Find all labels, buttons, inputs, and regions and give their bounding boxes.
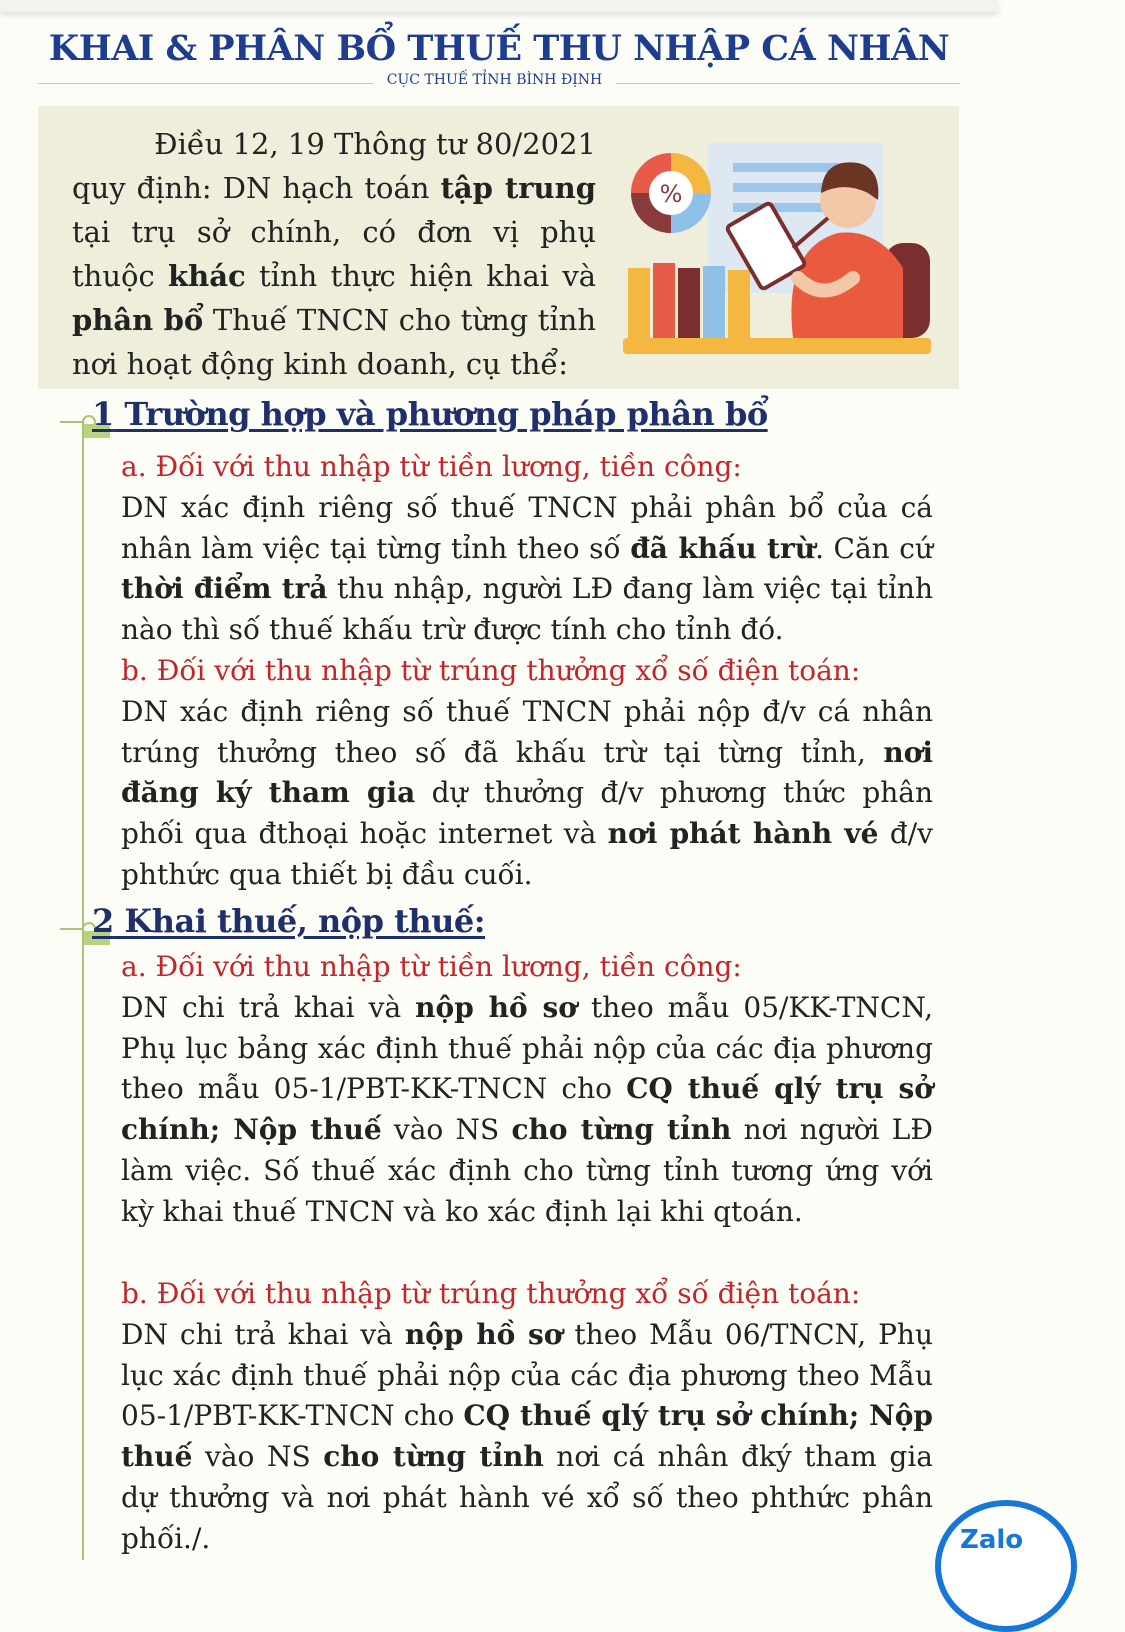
subtitle-row [38, 72, 960, 94]
section2-number: 2 [92, 902, 114, 940]
para-bold: đã khấu trừ [630, 531, 816, 565]
para-text: nơi người LĐ làm việc. Số thuế xác định cho từng tỉnh tương ứng với kỳ khai thuế TNCN và ko xác định lại khi qtoán. [121, 1113, 933, 1228]
section1-b-label: b. Đối với thu nhập từ trúng thưởng xổ số điện toán: [121, 654, 861, 687]
section2-b [121, 1274, 933, 1560]
para-text: DN chi trả khai và [121, 990, 416, 1024]
percent-icon: % [659, 180, 683, 208]
section1-a [121, 447, 933, 651]
section2-heading [92, 902, 485, 940]
para-text: DN xác định riêng số thuế TNCN phải nộp đ/v cá nhân trúng thưởng theo số đã khấu trừ tại từng tỉnh, [121, 694, 933, 769]
top-bar [0, 0, 998, 12]
section1-number: 1 [92, 395, 114, 433]
intro-bold-part: phân bổ [72, 303, 204, 337]
shelf [623, 338, 931, 354]
para-text: DN xác định riêng số thuế TNCN phải phân bổ của cá nhân làm việc tại từng tỉnh theo số [121, 490, 933, 565]
page-subtitle: CỤC THUẾ TỈNH BÌNH ĐỊNH [386, 72, 603, 88]
page-title: KHAI & PHÂN BỔ THUẾ THU NHẬP CÁ NHÂN [48, 28, 950, 69]
divider-left [38, 83, 373, 84]
para-text: vào NS [192, 1440, 324, 1474]
para-bold: nơi phát hành vé [607, 817, 879, 851]
para-bold: nơi đăng ký tham gia [121, 735, 933, 810]
para-text: đ/v phthức qua thiết bị đầu cuối. [121, 817, 934, 891]
section1-heading [92, 395, 768, 433]
para-text: DN chi trả khai và [121, 1317, 405, 1351]
content-area [0, 390, 1125, 1554]
binder [678, 268, 700, 338]
para-text: dự thưởng đ/v phương thức phân phối qua đthoại hoặc internet và [121, 776, 933, 851]
intro-text-part: quy định: DN hạch toán [72, 171, 441, 205]
intro-text-part: tại trụ sở chính, có đơn vị phụ thuộc [72, 215, 596, 293]
para-bold: CQ thuế qlý trụ sở chính; Nộp thuế [121, 1399, 933, 1474]
intro-bold-part: tập trung [440, 171, 596, 205]
intro-text-part: tỉnh thực hiện khai và [245, 259, 596, 293]
intro-line1: Điều 12, 19 Thông tư 80/2021 [154, 127, 596, 161]
intro-text [72, 122, 596, 386]
divider-right [616, 83, 960, 84]
para-bold: nộp hồ sơ [415, 990, 577, 1024]
para-bold: CQ thuế qlý trụ sở chính; Nộp thuế [121, 1072, 933, 1147]
para-bold: cho từng tỉnh [323, 1440, 544, 1474]
section2-a-label: a. Đối với thu nhập từ tiền lương, tiền công: [121, 950, 742, 983]
binder [703, 266, 725, 338]
para-text: vào NS [381, 1113, 512, 1147]
para-text: nơi cá nhân đký tham gia dự thưởng và nơi phát hành vé xổ số theo phthức phân phối./. [121, 1440, 933, 1555]
para-bold: thời điểm trả [121, 572, 328, 606]
section2-b-label: b. Đối với thu nhập từ trúng thưởng xổ số điện toán: [121, 1277, 861, 1310]
binder [653, 263, 675, 338]
binder [628, 268, 650, 338]
intro-bold-part: khác [168, 259, 246, 293]
section1-a-label: a. Đối với thu nhập từ tiền lương, tiền công: [121, 450, 742, 483]
para-text: theo mẫu 05/KK-TNCN, Phụ lục bảng xác định thuế phải nộp của các địa phương theo mẫu 05-1/PBT-KK-TNCN cho [121, 990, 933, 1106]
zalo-label[interactable]: Zalo [960, 1525, 1024, 1555]
section1-b [121, 651, 933, 896]
section2-title: Khai thuế, nộp thuế: [113, 902, 486, 940]
para-bold: cho từng tỉnh [511, 1113, 732, 1147]
timeline-line [82, 420, 84, 1560]
para-bold: nộp hồ sơ [404, 1317, 563, 1351]
intro-box [38, 106, 959, 389]
para-text: thu nhập, người LĐ đang làm việc tại tỉnh nào thì số thuế khấu trừ được tính cho tỉnh đó. [121, 572, 933, 647]
section2-a [121, 947, 933, 1233]
binder [728, 270, 750, 338]
section1-title: Trường hợp và phương pháp phân bổ [113, 395, 768, 433]
para-text: . Căn cứ [815, 531, 933, 565]
zalo-badge[interactable] [935, 1500, 1077, 1632]
accountant-illustration [623, 138, 943, 368]
para-text: theo Mẫu 06/TNCN, Phụ lục xác định thuế phải nộp của các địa phương theo Mẫu 05-1/PBT-KK-TNCN cho [121, 1317, 933, 1433]
intro-text-part: Thuế TNCN cho từng tỉnh nơi hoạt động kinh doanh, cụ thể: [72, 303, 597, 381]
